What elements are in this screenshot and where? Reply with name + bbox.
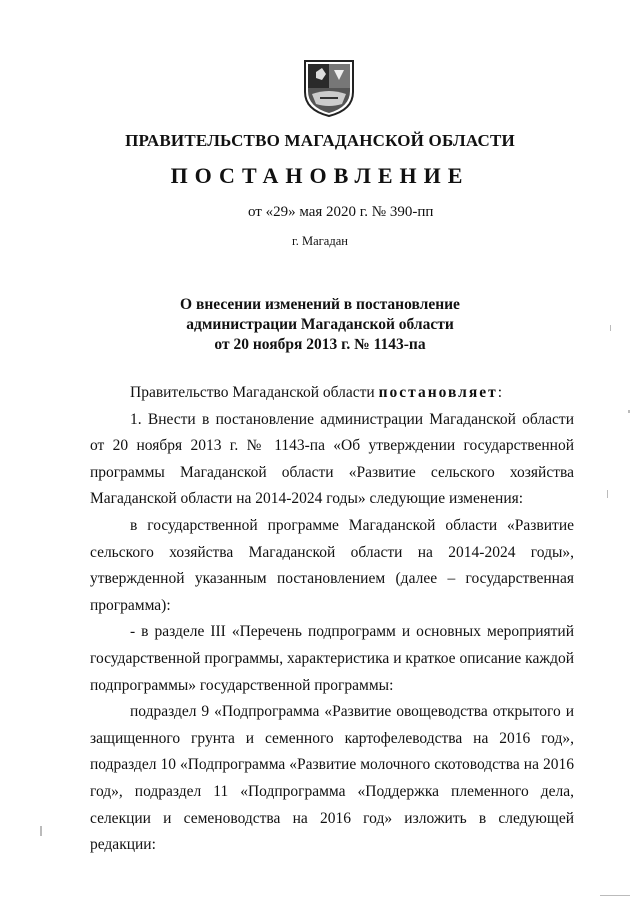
body-paragraph-2: в государственной программе Магаданской области «Развитие сельского хозяйства Магаданской области на 2014-2024 годы», утвержденной указанным постановлением (далее – государственная программа): xyxy=(90,516,574,614)
scan-speck xyxy=(610,325,611,331)
scan-speck xyxy=(607,490,608,498)
body-paragraph-4: подраздел 9 «Подпрограмма «Развитие овощеводства открытого и защищенного грунта и семенного картофелеводства на 2016 год», подраздел 10 «Подпрограмма «Развитие молочного скотоводства на 2016 год», подраздел 11 «Подпрограмма «Поддержка племенного дела, селекции и семеноводства на 2016 год» изложить в следующей редакции: xyxy=(90,703,574,854)
resolution-intro-colon: : xyxy=(497,384,503,401)
body-paragraph-1: 1. Внести в постановление администрации Магаданской области от 20 ноября 2013 г. № 1143-па «Об утверждении государственной программы Магаданской области «Развитие сельского хозяйства Магаданской области на 2014-2024 годы» следующие изменения: xyxy=(90,410,574,508)
resolution-keyword: постановляет xyxy=(378,384,498,401)
resolution-intro-paragraph xyxy=(90,380,574,407)
subject-line-2: администрации Магаданской области xyxy=(186,316,454,333)
subject-line-3: от 20 ноября 2013 г. № 1143-па xyxy=(214,336,426,353)
scan-speck xyxy=(628,410,630,413)
magadan-coat-of-arms-icon xyxy=(302,58,356,118)
document-date-number: от «29» мая 2020 г. № 390-пп xyxy=(248,204,434,220)
document-type-title: ПОСТАНОВЛЕНИЕ xyxy=(170,163,470,188)
document-subject xyxy=(0,295,640,355)
scan-speck xyxy=(40,826,42,836)
body-paragraph-3: - в разделе III «Перечень подпрограмм и основных мероприятий государственной программы, характеристика и краткое описание каждой подпрограммы» государственной программы: xyxy=(90,623,574,694)
document-city: г. Магадан xyxy=(292,234,348,248)
document-body xyxy=(90,380,574,859)
subject-line-1: О внесении изменений в постановление xyxy=(180,296,460,313)
resolution-intro-lead: Правительство Магаданской области xyxy=(130,384,379,401)
scan-speck xyxy=(600,895,630,896)
government-name: ПРАВИТЕЛЬСТВО МАГАДАНСКОЙ ОБЛАСТИ xyxy=(125,131,515,150)
